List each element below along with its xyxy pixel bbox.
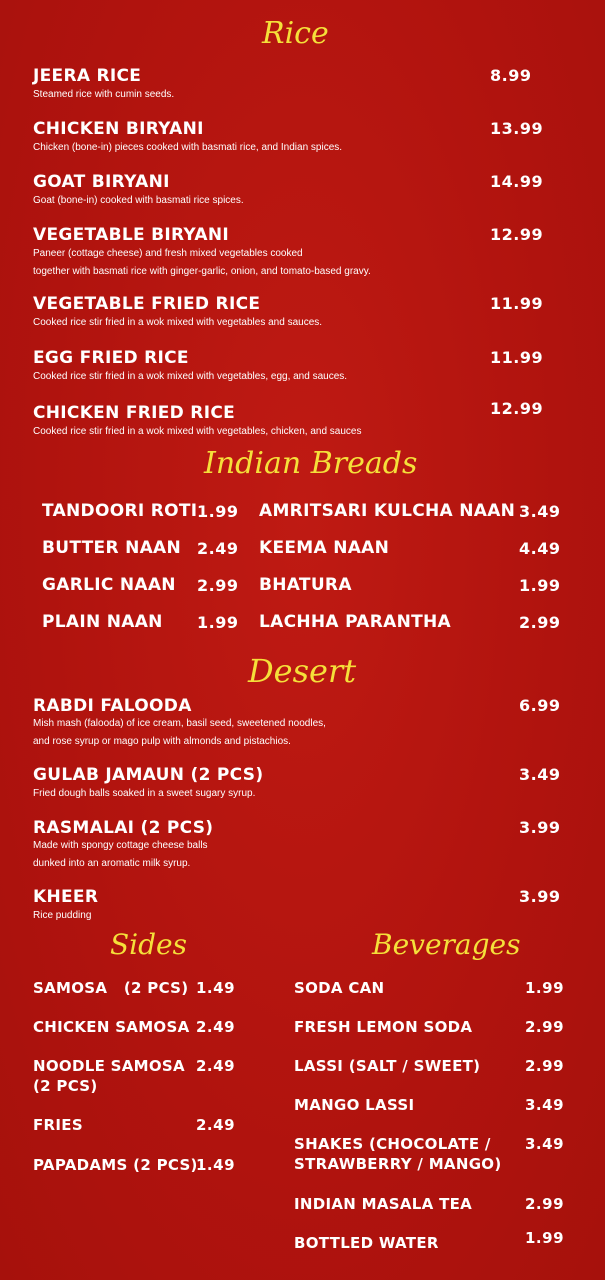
item-description: Cooked rice stir fried in a wok mixed with vegetables and sauces. bbox=[33, 317, 323, 328]
sides-heading: Sides bbox=[110, 928, 187, 961]
item-price: 2.49 bbox=[196, 1116, 236, 1134]
item-name: FRIES bbox=[33, 1116, 83, 1134]
item-description: Cooked rice stir fried in a wok mixed with vegetables, egg, and sauces. bbox=[33, 371, 348, 382]
item-description: Cooked rice stir fried in a wok mixed with vegetables, chicken, and sauces bbox=[33, 426, 362, 437]
item-name: BOTTLED WATER bbox=[294, 1234, 439, 1252]
item-description: Goat (bone-in) cooked with basmati rice spices. bbox=[33, 195, 244, 206]
item-price: 3.49 bbox=[525, 1135, 565, 1153]
item-price: 3.49 bbox=[525, 1096, 565, 1114]
item-name: TANDOORI ROTI bbox=[42, 501, 198, 521]
item-name: KHEER bbox=[33, 887, 99, 907]
item-price: 2.99 bbox=[525, 1057, 565, 1075]
item-description: Mish mash (falooda) of ice cream, basil seed, sweetened noodles, and rose syrup or mago pulp with almonds and pistachios. bbox=[33, 718, 326, 747]
item-name: LASSI (SALT / SWEET) bbox=[294, 1057, 481, 1075]
item-price: 2.99 bbox=[197, 576, 239, 595]
item-name: SAMOSA (2 PCS) bbox=[33, 979, 189, 997]
item-price: 3.49 bbox=[519, 502, 561, 521]
item-name: BHATURA bbox=[259, 575, 352, 595]
item-price: 2.49 bbox=[196, 1057, 236, 1075]
item-price: 2.99 bbox=[525, 1018, 565, 1036]
item-name: PLAIN NAAN bbox=[42, 612, 163, 632]
item-price: 4.49 bbox=[519, 539, 561, 558]
item-name: PAPADAMS (2 PCS) bbox=[33, 1156, 198, 1174]
item-name: GULAB JAMAUN (2 PCS) bbox=[33, 765, 264, 785]
item-name: BUTTER NAAN bbox=[42, 538, 182, 558]
item-description: Paneer (cottage cheese) and fresh mixed vegetables cooked together with basmati rice with ginger-garlic, onion, and tomato-based gravy. bbox=[33, 248, 371, 277]
item-price: 1.99 bbox=[197, 502, 239, 521]
item-name: RASMALAI (2 PCS) bbox=[33, 818, 214, 838]
item-name: INDIAN MASALA TEA bbox=[294, 1195, 473, 1213]
item-price: 11.99 bbox=[490, 348, 544, 367]
item-name: GARLIC NAAN bbox=[42, 575, 176, 595]
item-name: CHICKEN FRIED RICE bbox=[33, 403, 236, 423]
rice-heading: Rice bbox=[262, 16, 329, 51]
item-price: 11.99 bbox=[490, 294, 544, 313]
item-description: Fried dough balls soaked in a sweet sugary syrup. bbox=[33, 788, 256, 799]
item-description: Made with spongy cottage cheese balls dunked into an aromatic milk syrup. bbox=[33, 840, 208, 869]
item-name: RABDI FALOODA bbox=[33, 696, 192, 716]
item-price: 1.99 bbox=[525, 1229, 565, 1247]
item-name: JEERA RICE bbox=[33, 66, 142, 86]
item-name: CHICKEN SAMOSA bbox=[33, 1018, 190, 1036]
item-name: VEGETABLE BIRYANI bbox=[33, 225, 230, 245]
beverages-heading: Beverages bbox=[372, 928, 521, 961]
item-name: KEEMA NAAN bbox=[259, 538, 390, 558]
item-price: 3.99 bbox=[519, 818, 561, 837]
item-price: 8.99 bbox=[490, 66, 532, 85]
item-price: 13.99 bbox=[490, 119, 544, 138]
item-price: 1.99 bbox=[519, 576, 561, 595]
item-price: 2.49 bbox=[196, 1018, 236, 1036]
item-description: Rice pudding bbox=[33, 910, 92, 921]
indian-breads-heading: Indian Breads bbox=[204, 446, 418, 481]
item-name: CHICKEN BIRYANI bbox=[33, 119, 204, 139]
item-description: Chicken (bone-in) pieces cooked with basmati rice, and Indian spices. bbox=[33, 142, 343, 153]
item-price: 3.99 bbox=[519, 887, 561, 906]
item-name: MANGO LASSI bbox=[294, 1096, 415, 1114]
item-price: 2.99 bbox=[519, 613, 561, 632]
item-name: LACHHA PARANTHA bbox=[259, 612, 452, 632]
item-name: SHAKES (CHOCOLATE / STRAWBERRY / MANGO) bbox=[294, 1135, 502, 1173]
item-name: SODA CAN bbox=[294, 979, 385, 997]
item-price: 2.99 bbox=[525, 1195, 565, 1213]
item-name: FRESH LEMON SODA bbox=[294, 1018, 473, 1036]
item-price: 6.99 bbox=[519, 696, 561, 715]
item-price: 3.49 bbox=[519, 765, 561, 784]
item-price: 14.99 bbox=[490, 172, 544, 191]
item-name: NOODLE SAMOSA (2 PCS) bbox=[33, 1057, 185, 1095]
item-name: EGG FRIED RICE bbox=[33, 348, 189, 368]
item-price: 1.99 bbox=[525, 979, 565, 997]
desert-heading: Desert bbox=[248, 652, 357, 690]
item-price: 12.99 bbox=[490, 225, 544, 244]
item-price: 1.49 bbox=[196, 1156, 236, 1174]
item-price: 12.99 bbox=[490, 399, 544, 418]
item-description: Steamed rice with cumin seeds. bbox=[33, 89, 175, 100]
item-price: 2.49 bbox=[197, 539, 239, 558]
item-name: VEGETABLE FRIED RICE bbox=[33, 294, 261, 314]
item-name: AMRITSARI KULCHA NAAN bbox=[259, 501, 516, 521]
item-price: 1.49 bbox=[196, 979, 236, 997]
item-price: 1.99 bbox=[197, 613, 239, 632]
item-name: GOAT BIRYANI bbox=[33, 172, 170, 192]
